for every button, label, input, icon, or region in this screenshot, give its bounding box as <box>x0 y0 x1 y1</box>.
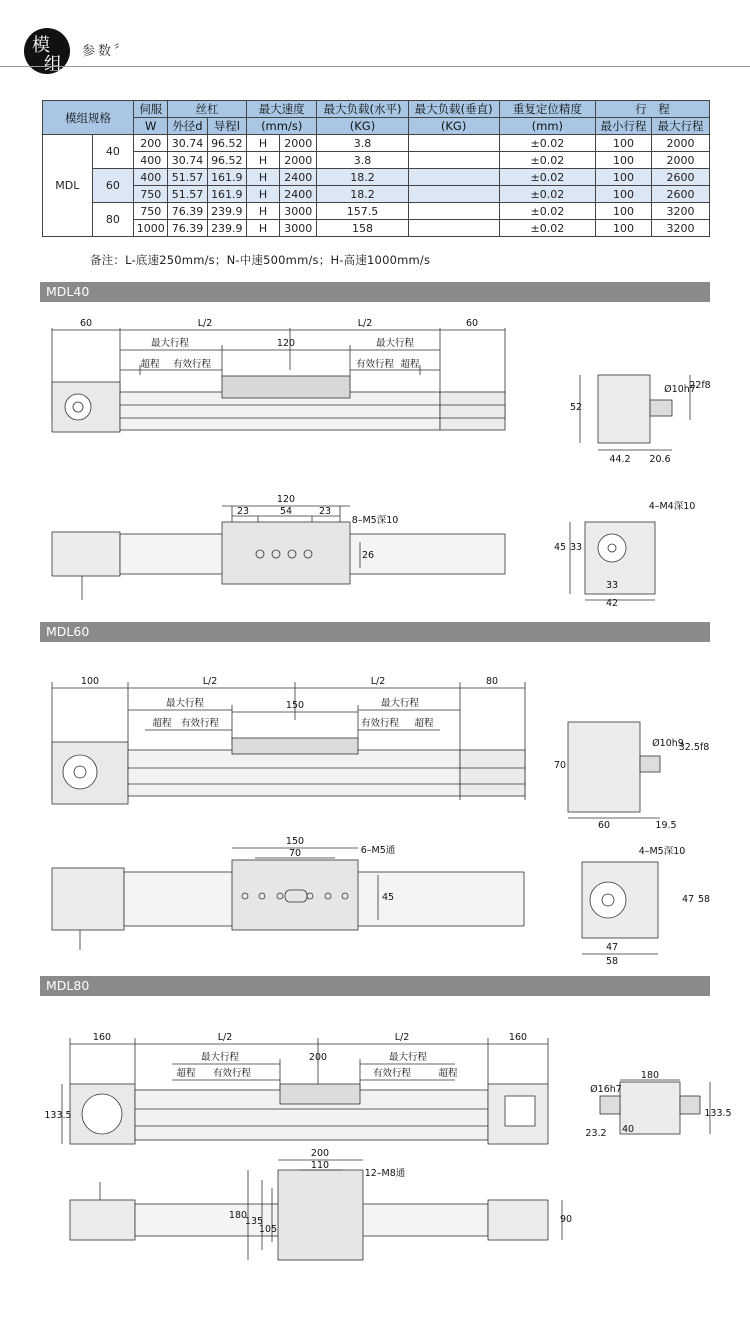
dim-face-58h: 58 <box>605 956 619 967</box>
note-6-m5: 6–M5通 <box>360 845 396 856</box>
th-speed-unit: (mm/s) <box>246 118 316 135</box>
th-servo: 伺服 <box>134 101 168 118</box>
table-cell: 239.9 <box>207 203 246 220</box>
dim-face-47h: 47 <box>605 942 619 953</box>
table-cell: H <box>246 220 279 237</box>
table-cell: 2600 <box>651 186 709 203</box>
table-cell: 100 <box>596 169 652 186</box>
size-cell: 60 <box>92 169 133 203</box>
table-cell: 2000 <box>280 152 317 169</box>
label-over-a: 超程 <box>176 1068 196 1079</box>
table-cell: 100 <box>596 152 652 169</box>
dim-face-42: 42 <box>605 598 619 609</box>
table-cell <box>408 220 499 237</box>
dim-face-45: 45 <box>553 542 567 553</box>
table-cell: ±0.02 <box>499 203 595 220</box>
table-cell: 3.8 <box>317 135 408 152</box>
dim-l2b: L/2 <box>370 676 386 687</box>
dim-face-58v: 58 <box>697 894 711 905</box>
note-12-m8: 12–M8通 <box>364 1168 406 1179</box>
table-cell <box>408 186 499 203</box>
label-over-a: 超程 <box>140 359 160 370</box>
table-cell: 2000 <box>651 152 709 169</box>
th-screw-l: 导程l <box>207 118 246 135</box>
dim-shaft: Ø10h7 <box>664 384 696 395</box>
table-cell: ±0.02 <box>499 220 595 237</box>
table-cell <box>408 135 499 152</box>
dim-23-2: 23.2 <box>585 1128 607 1139</box>
label-eff-a: 有效行程 <box>180 718 220 729</box>
table-cell: 3000 <box>280 220 317 237</box>
dim-l2a: L/2 <box>202 676 218 687</box>
dim-top-135: 135 <box>244 1216 264 1227</box>
section-header-mdl40: MDL40 <box>40 282 710 302</box>
dim-top-120: 120 <box>276 494 296 505</box>
size-cell: 40 <box>92 135 133 169</box>
dim-133-5: 133.5 <box>44 1110 72 1121</box>
table-cell <box>408 203 499 220</box>
page-title: 参数〞 <box>82 44 131 59</box>
table-cell: 200 <box>134 135 168 152</box>
table-cell: 100 <box>596 135 652 152</box>
dim-60b: 60 <box>465 318 479 329</box>
dim-l2a: L/2 <box>197 318 213 329</box>
table-cell: H <box>246 203 279 220</box>
table-cell: 157.5 <box>317 203 408 220</box>
page-header <box>0 0 750 80</box>
table-cell: H <box>246 152 279 169</box>
table-cell: 158 <box>317 220 408 237</box>
dim-top-90: 90 <box>559 1214 573 1225</box>
table-cell: H <box>246 186 279 203</box>
dim-face-47v: 47 <box>681 894 695 905</box>
table-row <box>43 169 710 186</box>
table-cell: H <box>246 169 279 186</box>
spec-table <box>42 100 710 237</box>
th-load-h: 最大负载(水平) <box>317 101 408 118</box>
label-max-stroke-b: 最大行程 <box>375 338 415 349</box>
label-eff-b: 有效行程 <box>355 359 395 370</box>
table-cell: 76.39 <box>168 203 207 220</box>
label-max-stroke-b: 最大行程 <box>380 698 420 709</box>
table-cell: 161.9 <box>207 186 246 203</box>
dim-top-45: 45 <box>381 892 395 903</box>
table-cell: 2000 <box>280 135 317 152</box>
label-eff-b: 有效行程 <box>372 1068 412 1079</box>
table-row <box>43 152 710 169</box>
dim-top-110: 110 <box>310 1160 330 1171</box>
dim-top-70: 70 <box>288 848 302 859</box>
th-repeat: 重复定位精度 <box>499 101 595 118</box>
dim-80: 80 <box>485 676 499 687</box>
table-cell: 100 <box>596 203 652 220</box>
label-max-stroke-b: 最大行程 <box>388 1052 428 1063</box>
th-screw: 丝杠 <box>168 101 247 118</box>
dim-shaft: Ø16h7 <box>590 1084 622 1095</box>
table-cell: ±0.02 <box>499 135 595 152</box>
table-cell: 400 <box>134 169 168 186</box>
label-over-b: 超程 <box>400 359 420 370</box>
dim-top-180: 180 <box>228 1210 248 1221</box>
dim-top-26: 26 <box>361 550 375 561</box>
dim-150: 150 <box>285 700 305 711</box>
th-repeat-unit: (mm) <box>499 118 595 135</box>
table-cell: 2000 <box>651 135 709 152</box>
table-cell: 2400 <box>280 169 317 186</box>
dim-19-5: 19.5 <box>655 820 677 831</box>
dim-l2b: L/2 <box>394 1032 410 1043</box>
dim-top-200: 200 <box>310 1148 330 1159</box>
table-cell: 100 <box>596 186 652 203</box>
table-cell: 96.52 <box>207 135 246 152</box>
dim-60w: 60 <box>597 820 611 831</box>
speed-note: 备注：L-底速250mm/s；N-中速500mm/s；H-高速1000mm/s <box>90 253 431 267</box>
th-load-h-unit: (KG) <box>317 118 408 135</box>
dim-100: 100 <box>80 676 100 687</box>
table-cell: 18.2 <box>317 169 408 186</box>
table-cell: ±0.02 <box>499 186 595 203</box>
table-cell <box>408 152 499 169</box>
mdl60-drawing <box>0 650 750 970</box>
table-cell: ±0.02 <box>499 169 595 186</box>
table-cell: 400 <box>134 152 168 169</box>
dim-120: 120 <box>276 338 296 349</box>
table-cell: 18.2 <box>317 186 408 203</box>
dim-face-33h: 33 <box>605 580 619 591</box>
table-cell: 3.8 <box>317 152 408 169</box>
label-eff-a: 有效行程 <box>172 359 212 370</box>
th-stroke: 行 程 <box>596 101 710 118</box>
dim-160a: 160 <box>92 1032 112 1043</box>
dim-top-150: 150 <box>285 836 305 847</box>
dim-shaft: Ø10h9 <box>652 738 684 749</box>
dim-44-2: 44.2 <box>609 454 631 465</box>
dim-180: 180 <box>640 1070 660 1081</box>
table-cell: 96.52 <box>207 152 246 169</box>
table-cell: 161.9 <box>207 169 246 186</box>
badge-char-1: 模 <box>32 35 50 56</box>
dim-160b: 160 <box>508 1032 528 1043</box>
table-row <box>43 203 710 220</box>
table-row <box>43 135 710 152</box>
dim-top-23b: 23 <box>318 506 332 517</box>
mdl40-drawing <box>0 310 750 610</box>
dim-52: 52 <box>569 402 583 413</box>
note-8-m5: 8–M5深10 <box>351 515 399 526</box>
table-cell: ±0.02 <box>499 152 595 169</box>
table-cell: 750 <box>134 186 168 203</box>
table-subheader-row <box>43 118 710 135</box>
dim-200: 200 <box>308 1052 328 1063</box>
th-servo-w: W <box>134 118 168 135</box>
badge-char-2: 组 <box>44 54 62 75</box>
label-over-b: 超程 <box>438 1068 458 1079</box>
note-4-m4: 4–M4深10 <box>648 501 696 512</box>
dim-20-6: 20.6 <box>649 454 671 465</box>
dim-l2a: L/2 <box>217 1032 233 1043</box>
table-cell: 239.9 <box>207 220 246 237</box>
table-cell: 30.74 <box>168 135 207 152</box>
table-row <box>43 186 710 203</box>
table-cell: H <box>246 135 279 152</box>
table-cell: 750 <box>134 203 168 220</box>
module-badge <box>24 28 70 74</box>
table-cell: 3200 <box>651 220 709 237</box>
th-speed: 最大速度 <box>246 101 316 118</box>
mdl80-drawing <box>0 1004 750 1344</box>
dim-off: 32.5f8 <box>678 742 710 753</box>
dim-60a: 60 <box>79 318 93 329</box>
dim-22f8: 22f8 <box>689 380 711 391</box>
table-cell <box>408 169 499 186</box>
note-4-m5: 4–M5深10 <box>638 846 686 857</box>
table-header-row <box>43 101 710 118</box>
dim-end-133-5: 133.5 <box>704 1108 732 1119</box>
dim-40: 40 <box>621 1124 635 1135</box>
model-cell: MDL <box>43 135 93 237</box>
size-cell: 80 <box>92 203 133 237</box>
label-max-stroke-a: 最大行程 <box>200 1052 240 1063</box>
th-spec: 模组规格 <box>43 101 134 135</box>
table-cell: 30.74 <box>168 152 207 169</box>
th-load-v-unit: (KG) <box>408 118 499 135</box>
table-cell: 2600 <box>651 169 709 186</box>
th-stroke-min: 最小行程 <box>596 118 652 135</box>
header-divider <box>0 66 750 67</box>
th-load-v: 最大负载(垂直) <box>408 101 499 118</box>
label-max-stroke-a: 最大行程 <box>165 698 205 709</box>
dim-l2b: L/2 <box>357 318 373 329</box>
section-header-mdl60: MDL60 <box>40 622 710 642</box>
dim-top-105: 105 <box>258 1224 278 1235</box>
th-stroke-max: 最大行程 <box>651 118 709 135</box>
dim-70: 70 <box>553 760 567 771</box>
label-eff-a: 有效行程 <box>212 1068 252 1079</box>
th-screw-d: 外径d <box>168 118 207 135</box>
table-cell: 100 <box>596 220 652 237</box>
label-over-b: 超程 <box>414 718 434 729</box>
dim-top-23a: 23 <box>236 506 250 517</box>
section-header-mdl80: MDL80 <box>40 976 710 996</box>
table-row <box>43 220 710 237</box>
dim-top-54: 54 <box>279 506 293 517</box>
table-cell: 76.39 <box>168 220 207 237</box>
dim-face-33v: 33 <box>569 542 583 553</box>
table-cell: 3000 <box>280 203 317 220</box>
table-cell: 1000 <box>134 220 168 237</box>
table-cell: 2400 <box>280 186 317 203</box>
table-cell: 51.57 <box>168 186 207 203</box>
label-eff-b: 有效行程 <box>360 718 400 729</box>
table-cell: 3200 <box>651 203 709 220</box>
label-max-stroke-a: 最大行程 <box>150 338 190 349</box>
table-cell: 51.57 <box>168 169 207 186</box>
label-over-a: 超程 <box>152 718 172 729</box>
